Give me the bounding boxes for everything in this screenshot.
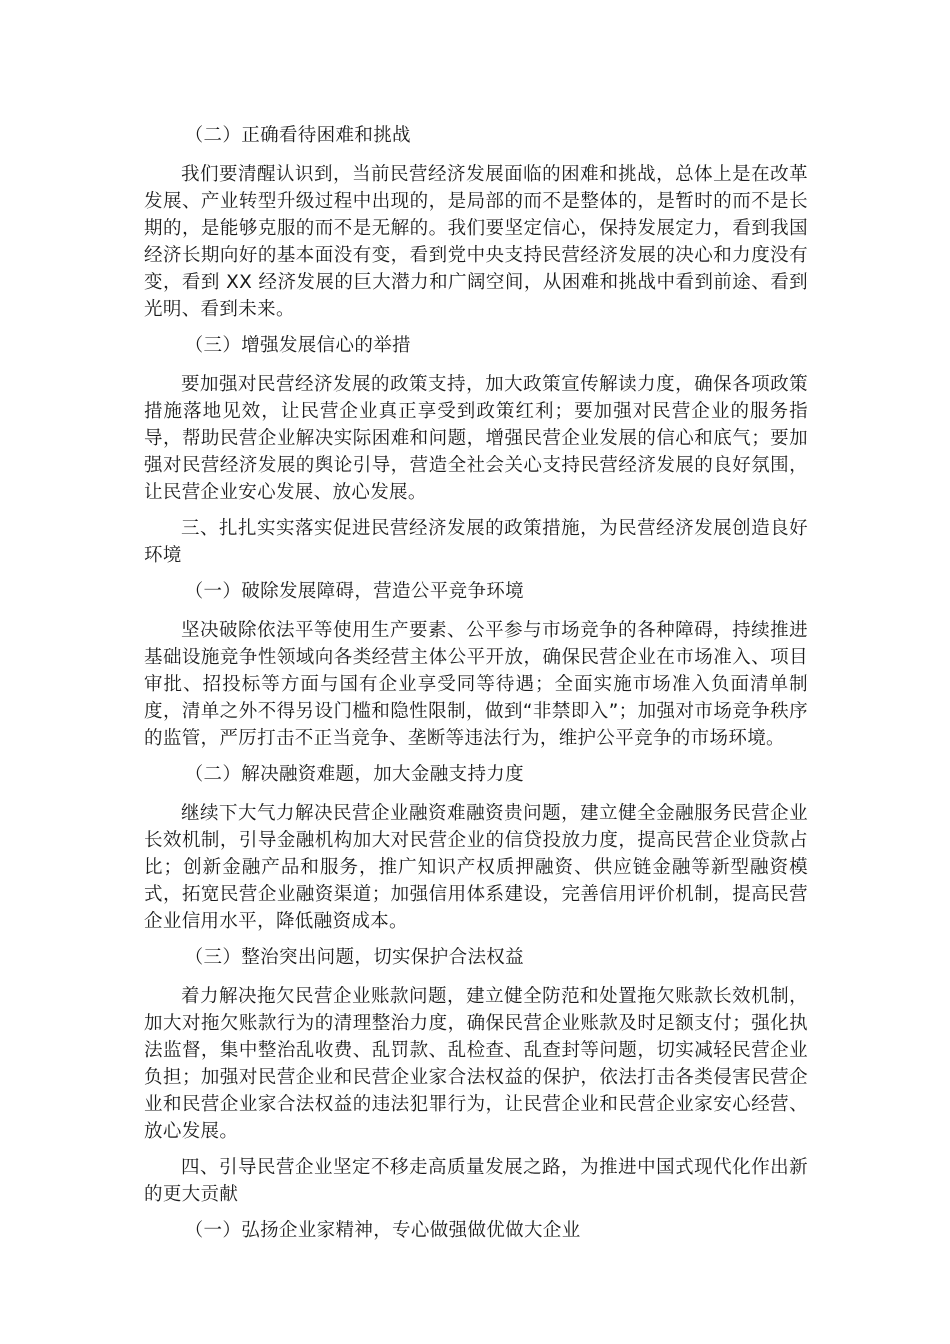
body-paragraph: 继续下大气力解决民营企业融资难融资贵问题，建立健全金融服务民营企业长效机制，引导金融机构加大对民营企业的信贷投放力度，提高民营企业贷款占比；创新金融产品和服务，推广知识产权质押融资、供应链金融等新型融资模式，拓宽民营企业融资渠道；加强信用体系建设，完善信用评价机制，提高民营企业信用水平，降低融资成本。 [144, 803, 808, 932]
section-heading-3-2: （二）解决融资难题，加大金融支持力度 [184, 764, 524, 785]
section-heading-3-1: （一）破除发展障碍，营造公平竞争环境 [184, 581, 524, 602]
body-paragraph: 要加强对民营经济发展的政策支持，加大政策宣传解读力度，确保各项政策措施落地见效，让民营企业真正享受到政策红利；要加强对民营企业的服务指导，帮助民营企业解决实际困难和问题，增强民营企业发展的信心和底气；要加强对民营经济发展的舆论引导，营造全社会关心支持民营经济发展的良好氛围，让民营企业安心发展、放心发展。 [144, 374, 808, 503]
section-heading-3: 三、扎扎实实落实促进民营经济发展的政策措施，为民营经济发展创造良好环境 [144, 518, 808, 566]
document-body [144, 122, 808, 1256]
section-heading-4: 四、引导民营企业坚定不移走高质量发展之路，为推进中国式现代化作出新的更大贡献 [144, 1157, 808, 1205]
section-heading-3-3: （三）整治突出问题，切实保护合法权益 [184, 947, 524, 968]
body-paragraph: 着力解决拖欠民营企业账款问题，建立健全防范和处置拖欠账款长效机制，加大对拖欠账款行为的清理整治力度，确保民营企业账款及时足额支付；强化执法监督，集中整治乱收费、乱罚款、乱检查、乱查封等问题，切实减轻民营企业负担；加强对民营企业和民营企业家合法权益的保护，依法打击各类侵害民营企业和民营企业家合法权益的违法犯罪行为，让民营企业和民营企业家安心经营、放心发展。 [144, 986, 808, 1142]
section-heading-2-3: （三）增强发展信心的举措 [184, 335, 411, 356]
section-heading-2-2: （二）正确看待困难和挑战 [184, 125, 411, 146]
body-paragraph: 我们要清醒认识到，当前民营经济发展面临的困难和挑战，总体上是在改革发展、产业转型升级过程中出现的，是局部的而不是整体的，是暂时的而不是长期的，是能够克服的而不是无解的。我们要坚定信心，保持发展定力，看到我国经济长期向好的基本面没有变，看到党中央支持民营经济发展的决心和力度没有变，看到 XX 经济发展的巨大潜力和广阔空间，从困难和挑战中看到前途、看到光明、看到未来。 [144, 164, 808, 320]
body-paragraph: 坚决破除依法平等使用生产要素、公平参与市场竞争的各种障碍，持续推进基础设施竞争性领域向各类经营主体公平开放，确保民营企业在市场准入、项目审批、招投标等方面与国有企业享受同等待遇；全面实施市场准入负面清单制度，清单之外不得另设门槛和隐性限制，做到“非禁即入”；加强对市场竞争秩序的监管，严厉打击不正当竞争、垄断等违法行为，维护公平竞争的市场环境。 [144, 620, 808, 749]
section-heading-4-1: （一）弘扬企业家精神，专心做强做优做大企业 [184, 1220, 581, 1241]
